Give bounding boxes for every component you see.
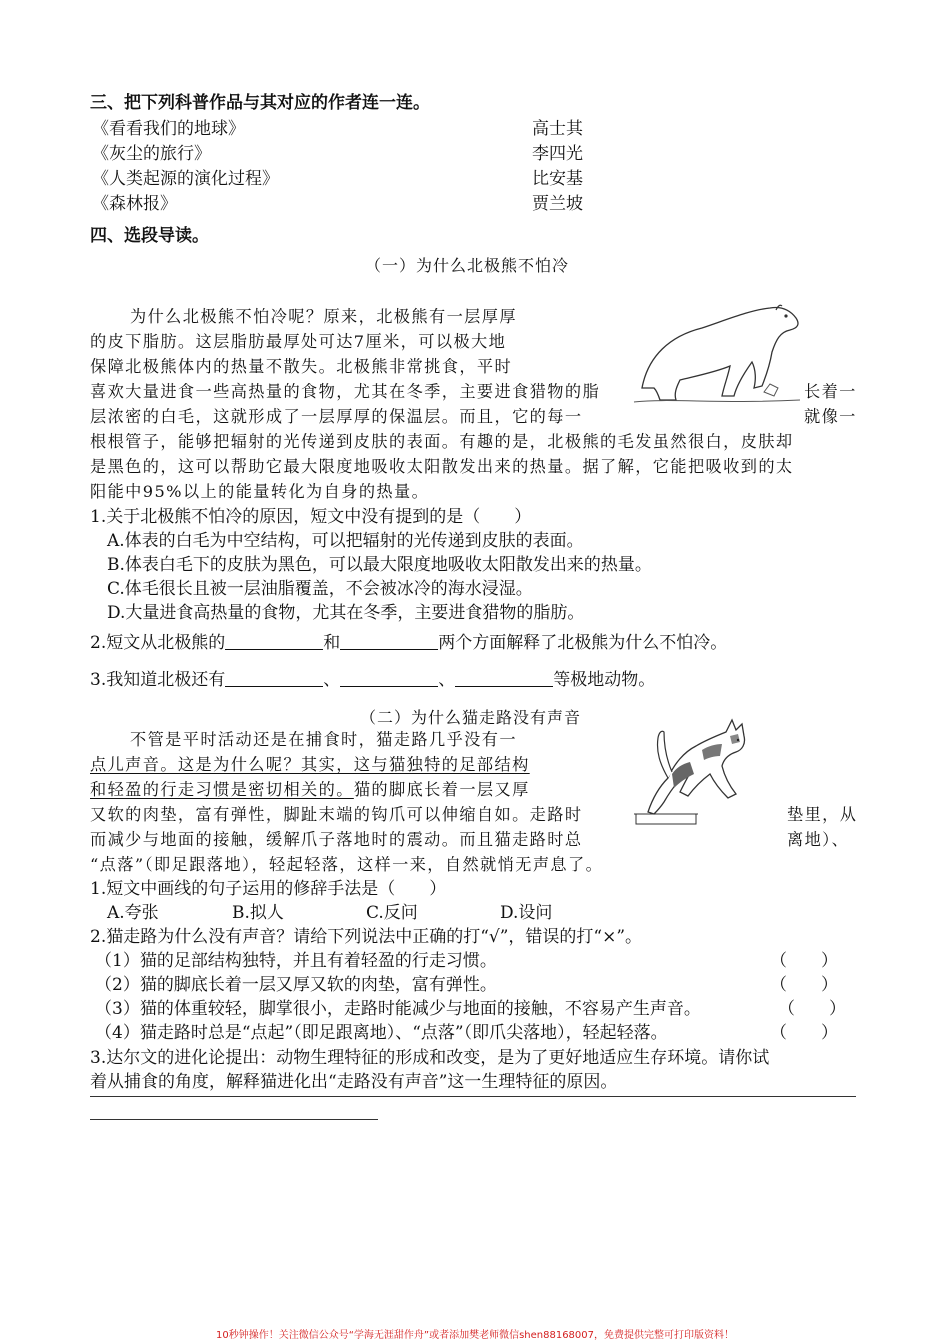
p1-line-4-end: 长着一 — [804, 382, 857, 401]
p2-q2-item-1: （1）猫的足部结构独特，并且有着轻盈的行走习惯。 — [95, 951, 497, 971]
answer-blank-4[interactable] — [340, 669, 438, 687]
p2-line-3-underlined: 和轻盈的行走习惯是密切相关的。 — [90, 780, 354, 799]
p1-line-7: 是黑色的，这可以帮助它最大限度地吸收太阳散发出来的热量。据了解，它能把吸收到的太 — [90, 457, 794, 476]
author-1: 高士其 — [532, 119, 583, 139]
p2-question-2: 2.猫走路为什么没有声音？请给下列说法中正确的打“√”，错误的打“×”。 — [90, 927, 643, 947]
p2-line-5: 而减少与地面的接触，缓解爪子落地时的震动。而且猫走路时总 — [90, 830, 583, 849]
p2-q2-item-3: （3）猫的体重较轻，脚掌很小，走路时能减少与地面的接触，不容易产生声音。 — [95, 999, 701, 1019]
q3-text-a: 3.我知道北极还有 — [90, 670, 226, 690]
q2-text-a: 2.短文从北极熊的 — [90, 633, 226, 653]
author-3: 比安基 — [532, 169, 583, 189]
p2-line-1: 不管是平时活动还是在捕食时，猫走路几乎没有一 — [130, 730, 517, 749]
p2-question-1: 1.短文中画线的句子运用的修辞手法是（ ） — [90, 879, 447, 899]
p1-question-1: 1.关于北极熊不怕冷的原因，短文中没有提到的是（ ） — [90, 507, 532, 527]
cat-image — [632, 714, 754, 828]
p1-q1-option-b: B.体表白毛下的皮肤为黑色，可以最大限度地吸收太阳散发出来的热量。 — [107, 555, 652, 575]
p2-q1-option-b: B.拟人 — [232, 903, 284, 923]
passage1-title: （一）为什么北极熊不怕冷 — [365, 256, 570, 275]
p1-line-2: 的皮下脂肪。这层脂肪最厚处可达7厘米，可以极大地 — [90, 332, 507, 351]
passage2-title: （二）为什么猫走路没有声音 — [360, 708, 582, 727]
author-4: 贾兰坡 — [532, 194, 583, 214]
work-4: 《森林报》 — [92, 194, 177, 214]
work-1: 《看看我们的地球》 — [92, 119, 245, 139]
p2-q1-option-d: D.设问 — [500, 903, 553, 923]
p2-question-3-line-1: 3.达尔文的进化论提出：动物生理特征的形成和改变，是为了更好地适应生存环境。请你试 — [90, 1048, 770, 1068]
p2-line-3 — [90, 779, 530, 801]
p2-q2-answer-1[interactable]: （ ） — [770, 951, 838, 971]
p2-line-2-underlined: 点儿声音。这是为什么呢？其实，这与猫独特的足部结构 — [90, 755, 530, 774]
p2-q1-option-a: A.夸张 — [107, 903, 159, 923]
p1-q1-option-c: C.体毛很长且被一层油脂覆盖，不会被冰冷的海水浸湿。 — [107, 579, 533, 599]
footer-notice: 10秒钟操作！关注微信公众号“学海无涯甜作舟”或者添加樊老师微信shen88168007，免费提供完整可打印版资料！ — [215, 1330, 735, 1341]
p2-q2-item-4: （4）猫走路时总是“点起”（即足跟离地）、“点落”（即爪尖落地），轻起轻落。 — [95, 1023, 668, 1043]
p2-q2-answer-3[interactable]: （ ） — [778, 999, 846, 1019]
answer-line-1[interactable] — [90, 1096, 856, 1097]
q3-sep-2: 、 — [438, 670, 456, 690]
p2-question-3-line-2: 着从捕食的角度，解释猫进化出“走路没有声音”这一生理特征的原因。 — [90, 1072, 618, 1092]
p1-line-4: 喜欢大量进食一些高热量的食物，尤其在冬季，主要进食猎物的脂 — [90, 382, 601, 401]
cat-eye-icon — [737, 739, 739, 741]
p1-question-2 — [90, 632, 727, 654]
work-2: 《灰尘的旅行》 — [92, 144, 211, 164]
answer-blank-1[interactable] — [225, 632, 323, 650]
q3-text-c: 等极地动物。 — [553, 670, 656, 690]
p2-line-3-rest: 猫的脚底长着一层又厚 — [353, 780, 530, 799]
work-3: 《人类起源的演化过程》 — [92, 169, 279, 189]
p1-line-6: 根根管子，能够把辐射的光传递到皮肤的表面。有趣的是，北极熊的毛发虽然很白，皮肤却 — [90, 432, 794, 451]
q2-text-b: 和 — [323, 633, 341, 653]
section3-heading: 三、把下列科普作品与其对应的作者连一连。 — [90, 93, 430, 113]
p1-q1-option-d: D.大量进食高热量的食物，尤其在冬季，主要进食猎物的脂肪。 — [107, 603, 585, 623]
p1-question-3 — [90, 669, 655, 691]
section4-heading: 四、选段导读。 — [90, 226, 209, 246]
p2-q1-option-c: C.反问 — [366, 903, 418, 923]
author-2: 李四光 — [532, 144, 583, 164]
p1-line-5-end: 就像一 — [804, 407, 857, 426]
polar-bear-image — [630, 296, 802, 412]
p1-line-5: 层浓密的白毛，这就形成了一层厚厚的保温层。而且，它的每一 — [90, 407, 583, 426]
p1-line-3: 保障北极熊体内的热量不散失。北极熊非常挑食，平时 — [90, 357, 513, 376]
bear-eye-icon — [784, 314, 787, 317]
answer-blank-3[interactable] — [225, 669, 323, 687]
p2-line-4: 又软的肉垫，富有弹性，脚趾末端的钩爪可以伸缩自如。走路时 — [90, 805, 583, 824]
q3-sep-1: 、 — [323, 670, 341, 690]
p2-q2-item-2: （2）猫的脚底长着一层又厚又软的肉垫，富有弹性。 — [95, 975, 497, 995]
answer-blank-5[interactable] — [455, 669, 553, 687]
p1-q1-option-a: A.体表的白毛为中空结构，可以把辐射的光传递到皮肤的表面。 — [107, 531, 584, 551]
p2-line-4-end: 垫里，从 — [787, 805, 858, 824]
q2-text-c: 两个方面解释了北极熊为什么不怕冷。 — [438, 633, 728, 653]
p2-line-6: “点落”（即足跟落地），轻起轻落，这样一来，自然就悄无声息了。 — [90, 855, 604, 874]
p2-q2-answer-2[interactable]: （ ） — [770, 975, 838, 995]
p1-line-8: 阳能中95%以上的能量转化为自身的热量。 — [90, 482, 430, 501]
answer-blank-2[interactable] — [340, 632, 438, 650]
p2-line-5-end: 离地）、 — [787, 830, 850, 849]
answer-line-2[interactable] — [90, 1119, 378, 1120]
p1-line-1: 为什么北极熊不怕冷呢？原来，北极熊有一层厚厚 — [130, 307, 517, 326]
p2-q2-answer-4[interactable]: （ ） — [770, 1023, 838, 1043]
